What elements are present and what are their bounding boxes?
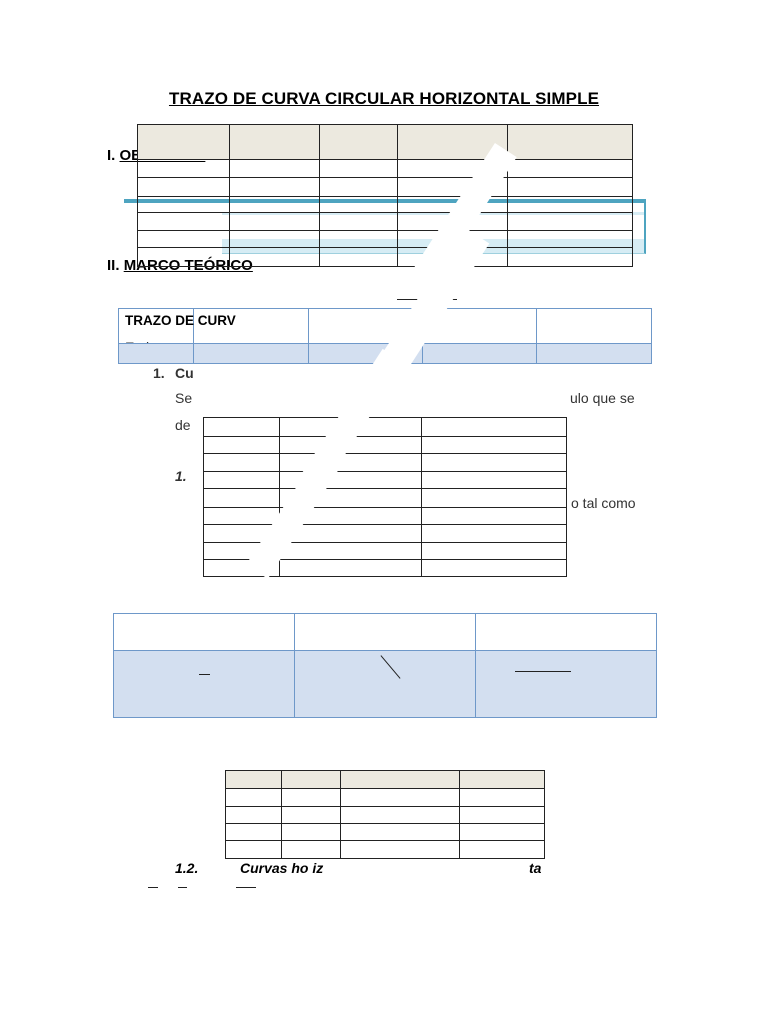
list-item-number: 1. — [175, 468, 187, 484]
paragraph-fragment: de — [175, 417, 191, 433]
table-row — [204, 508, 567, 525]
table-row — [138, 197, 633, 213]
formula-fraction-bar — [515, 671, 571, 672]
table-row — [119, 309, 652, 344]
table-blue-2 — [113, 613, 657, 718]
table-row — [138, 248, 633, 267]
subsection-heading-tail: ta — [529, 860, 542, 876]
table-row — [204, 418, 567, 437]
section-title: MARCO TEÓRICO — [123, 257, 253, 274]
section-number: II. — [107, 257, 120, 274]
table-row — [204, 437, 567, 454]
table-row — [226, 841, 545, 859]
table-header-row — [138, 125, 633, 160]
paragraph-fragment: Se — [175, 390, 193, 406]
table-row — [204, 489, 567, 508]
formula-fraction-bar — [199, 674, 210, 675]
formula-dash — [148, 887, 158, 888]
table-row — [114, 614, 657, 651]
paragraph-fragment: o tal como — [571, 495, 636, 511]
table-bottom — [225, 770, 545, 859]
list-item-number: 1. — [153, 365, 165, 381]
table-header-row — [226, 771, 545, 789]
table-top — [137, 124, 633, 267]
table-row — [138, 213, 633, 231]
document-title: TRAZO DE CURVA CIRCULAR HORIZONTAL SIMPLE — [168, 89, 600, 108]
table-row — [138, 160, 633, 178]
paragraph-fragment: ulo que se — [570, 390, 635, 406]
table-row — [204, 472, 567, 489]
section-number: I. — [107, 147, 116, 164]
table-row — [226, 789, 545, 807]
table-row — [138, 178, 633, 197]
subsection-number: 1.2. — [175, 860, 199, 876]
block-title: TRAZO DE CURV — [119, 309, 194, 344]
formula-dash — [236, 887, 256, 888]
table-row — [138, 231, 633, 248]
table-row — [204, 454, 567, 472]
table-row — [226, 824, 545, 841]
section-title: OBJETIVOS — [119, 147, 206, 164]
table-row — [204, 525, 567, 543]
formula-dash — [178, 887, 187, 888]
subsection-heading: Curvas ho iz — [240, 860, 324, 876]
paragraph-fragment: En l — [125, 339, 150, 355]
table-row — [226, 807, 545, 824]
list-item-heading: Cu — [175, 365, 194, 381]
